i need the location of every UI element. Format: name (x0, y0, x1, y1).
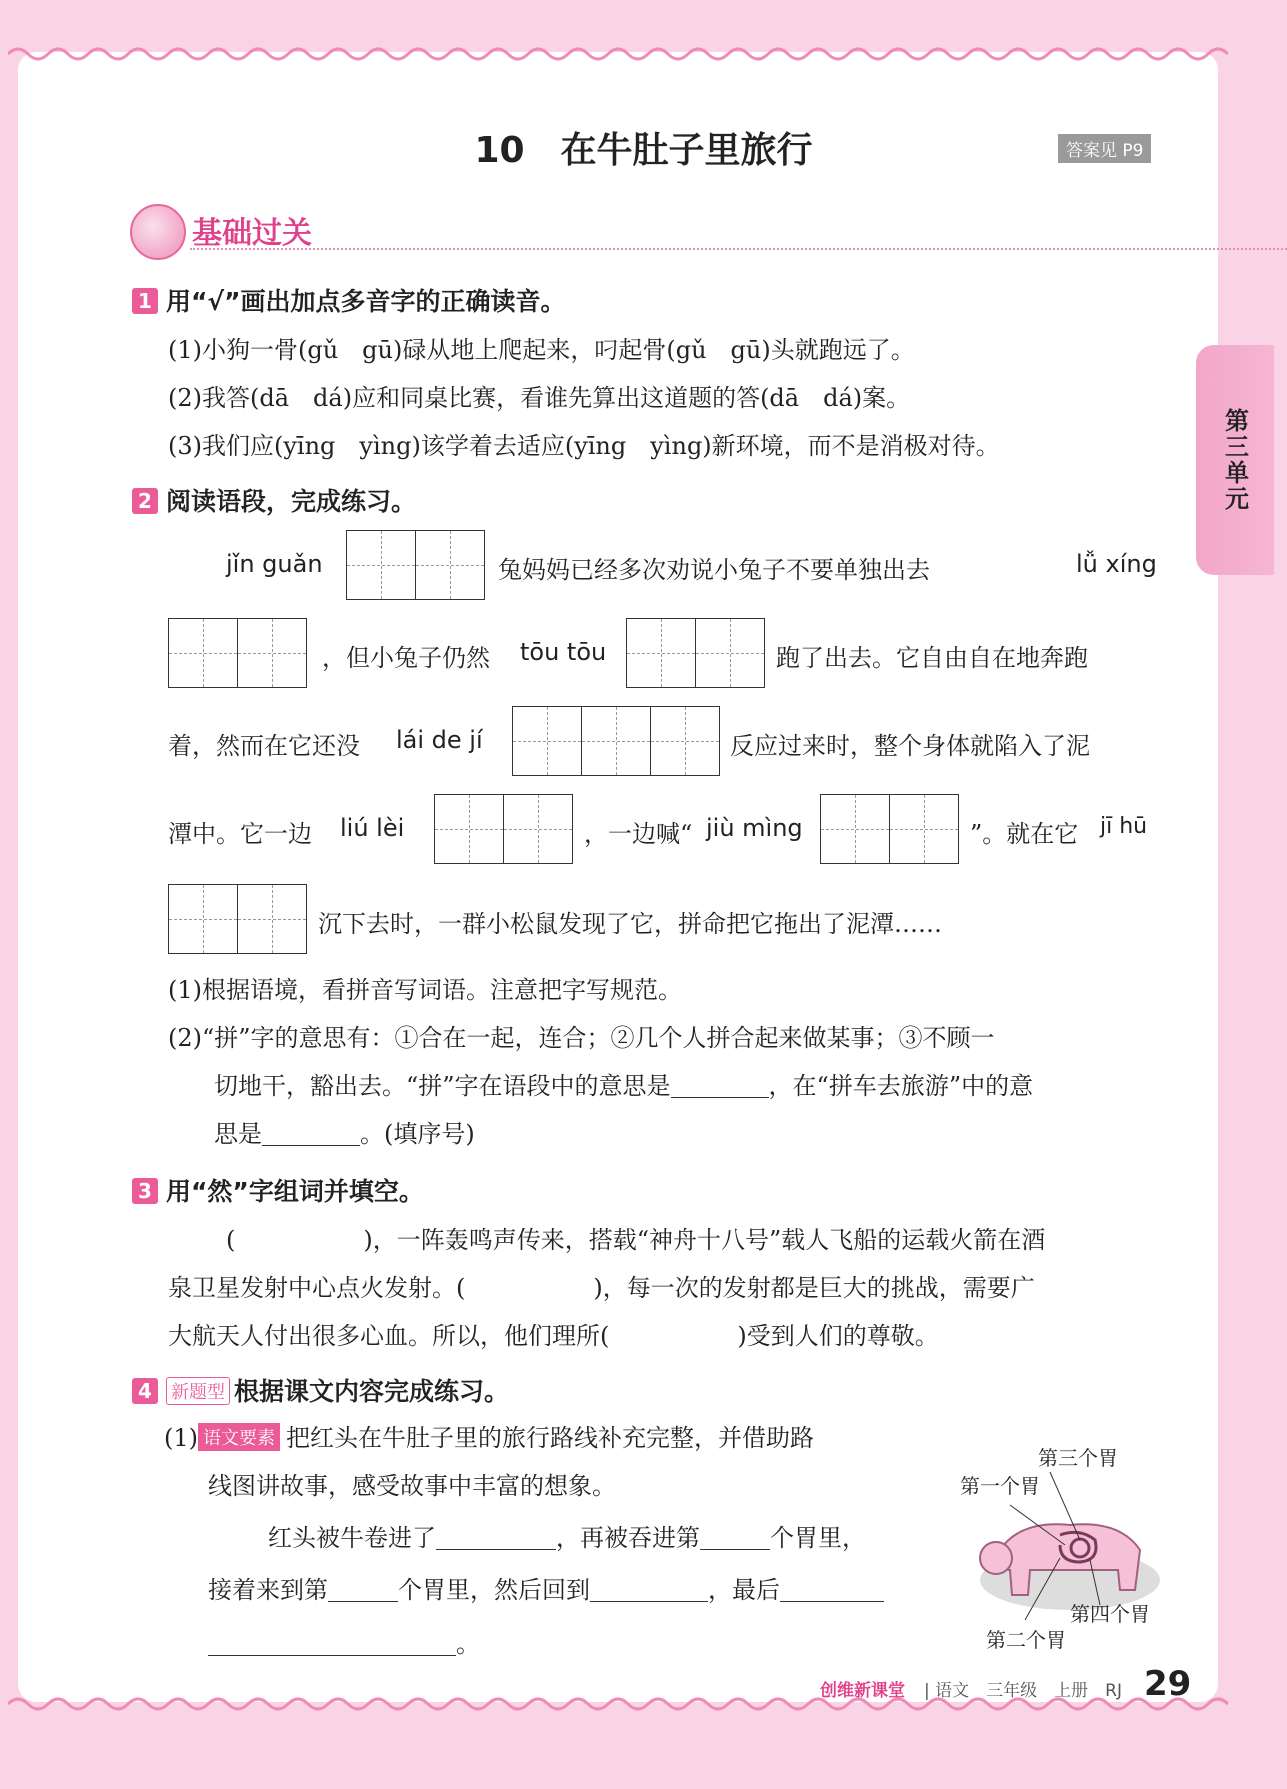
q3-text-3: )，每一次的发射都是巨大的挑战，需要广 (593, 1274, 1035, 1302)
footer-brand: 创维新课堂 (820, 1681, 905, 1701)
q3-line-1 (226, 1220, 1045, 1255)
q4-prompt: 根据课文内容完成练习。 (234, 1377, 510, 1406)
q2-sub2-line2 (214, 1066, 1033, 1101)
q3-heading (132, 1172, 424, 1208)
q4-fill-line3 (208, 1624, 480, 1659)
q3-text-2: 泉卫星发射中心点火发射。( (168, 1274, 466, 1302)
q4-fill-text1: 红头被牛卷进了 (268, 1524, 436, 1552)
label-third-stomach: 第三个胃 (1038, 1446, 1118, 1470)
q3-text-5: )受到人们的尊敬。 (737, 1322, 939, 1350)
q4-fill-line2 (208, 1570, 884, 1605)
route-blank-1[interactable] (436, 1527, 556, 1550)
q2-row4-text1: 潭中。它一边 (168, 820, 312, 848)
q4-sub1-line1 (164, 1418, 814, 1453)
q2-sub2-text4: 。(填序号) (360, 1120, 475, 1148)
wavy-border-top (8, 44, 1228, 64)
q4-heading (132, 1372, 509, 1408)
route-blank-3[interactable] (328, 1579, 398, 1602)
pinyin-tou-tou: tōu tōu (520, 638, 607, 666)
q2-sub2-text2: ，在“拼车去旅游”中的意 (768, 1072, 1034, 1100)
page-title: 10 在牛肚子里旅行 (474, 130, 813, 171)
q2-sub1: (1)根据语境，看拼音写词语。注意把字写规范。 (168, 976, 682, 1004)
pinyin-liu-lei: liú lèi (340, 814, 405, 842)
writing-grid-2[interactable] (168, 618, 307, 688)
q4-fill-line1 (268, 1518, 866, 1553)
q3-prompt: 用“然”字组词并填空。 (166, 1177, 424, 1206)
pinyin-jin-guan: jǐn guǎn (226, 550, 323, 578)
q1-number: 1 (132, 288, 158, 314)
writing-grid-4[interactable] (512, 706, 720, 776)
section-title: 基础过关 (192, 216, 312, 251)
writing-grid-3[interactable] (626, 618, 765, 688)
pinyin-lv-xing: lǚ xíng (1076, 550, 1157, 578)
pinyin-lai-de-ji: lái de jí (396, 726, 483, 754)
q2-prompt: 阅读语段，完成练习。 (166, 487, 417, 516)
answer-badge: 答案见 P9 (1058, 134, 1151, 163)
route-blank-4[interactable] (590, 1579, 708, 1602)
q4-fill-text2: ，再被吞进第 (556, 1524, 700, 1552)
pinyin-jiu-ming: jiù mìng (706, 814, 803, 842)
writing-grid-1[interactable] (346, 530, 485, 600)
q2-row1-text: 兔妈妈已经多次劝说小兔子不要单独出去 (498, 556, 930, 584)
q1-item-1[interactable]: (1)小狗一骨(gǔ gū)碌从地上爬起来，叼起骨(gǔ gū)头就跑远了。 (168, 336, 915, 364)
unit-tab[interactable]: 第三单元 (1196, 345, 1274, 575)
q2-heading (132, 482, 416, 518)
answer-blank-meaning-1[interactable] (671, 1075, 769, 1098)
answer-blank-meaning-2[interactable] (262, 1123, 360, 1146)
q4-sub1-text: 把红头在牛肚子里的旅行路线补充完整，并借助路 (286, 1424, 814, 1452)
q4-fill-text4: 接着来到第 (208, 1576, 328, 1604)
q3-line-3 (168, 1316, 939, 1351)
section-header (130, 204, 1170, 250)
q3-number: 3 (132, 1178, 158, 1204)
writing-grid-7[interactable] (168, 884, 307, 954)
q2-sub2-text1: 切地干，豁出去。“拼”字在语段中的意思是 (214, 1072, 671, 1100)
footer-book-info: | 语文 三年级 上册 RJ (924, 1681, 1122, 1701)
new-type-tag: 新题型 (166, 1377, 230, 1405)
q1-heading (132, 282, 566, 318)
q4-fill-text3: 个胃里， (770, 1524, 866, 1552)
q4-fill-text6: ，最后 (708, 1576, 780, 1604)
q3-line-2 (168, 1268, 1035, 1303)
page-number: 29 (1144, 1664, 1192, 1704)
label-fourth-stomach: 第四个胃 (1070, 1602, 1150, 1626)
q4-sub1-number: (1) (164, 1424, 198, 1452)
q2-row2-text1: ，但小兔子仍然 (322, 644, 490, 672)
q2-number: 2 (132, 488, 158, 514)
q4-fill-text5: 个胃里，然后回到 (398, 1576, 590, 1604)
q2-sub2-text3: 思是 (214, 1120, 262, 1148)
pinyin-ji-hu: jī hū (1100, 814, 1148, 839)
section-mascot-icon (130, 204, 186, 260)
writing-grid-6[interactable] (820, 794, 959, 864)
q4-sub1-line2: 线图讲故事，感受故事中丰富的想象。 (208, 1472, 616, 1500)
route-blank-2[interactable] (700, 1527, 770, 1550)
q2-row3-text1: 着，然而在它还没 (168, 732, 360, 760)
q2-row3-text2: 反应过来时，整个身体就陷入了泥 (730, 732, 1090, 760)
q4-fill-end: 。 (456, 1630, 480, 1658)
route-blank-6[interactable] (208, 1633, 456, 1656)
q2-sub2-line3 (214, 1114, 475, 1149)
q1-item-3[interactable]: (3)我们应(yīng yìng)该学着去适应(yīng yìng)新环境，而不是消极对待。 (168, 432, 1000, 460)
label-second-stomach: 第二个胃 (986, 1628, 1066, 1652)
q4-number: 4 (132, 1378, 158, 1404)
paren-open-1: ( (226, 1226, 236, 1254)
q1-prompt: 用“√”画出加点多音字的正确读音。 (166, 287, 566, 316)
section-divider (190, 248, 1287, 250)
q1-item-2[interactable]: (2)我答(dā dá)应和同桌比赛，看谁先算出这道题的答(dā dá)案。 (168, 384, 911, 412)
q2-row4-text2: ，一边喊“ (584, 820, 693, 848)
writing-grid-5[interactable] (434, 794, 573, 864)
q2-row4-text3: ”。就在它 (970, 820, 1079, 848)
q2-row2-text2: 跑了出去。它自由自在地奔跑 (776, 644, 1088, 672)
q2-sub2-line1: (2)“拼”字的意思有：①合在一起，连合；②几个人拼合起来做某事；③不顾一 (168, 1024, 995, 1052)
q3-text-1: )，一阵轰鸣声传来，搭载“神舟十八号”载人飞船的运载火箭在酒 (363, 1226, 1046, 1254)
q2-row5-text: 沉下去时，一群小松鼠发现了它，拼命把它拖出了泥潭…… (318, 910, 942, 938)
q3-text-4: 大航天人付出很多心血。所以，他们理所( (168, 1322, 610, 1350)
route-blank-5[interactable] (780, 1579, 884, 1602)
language-element-tag: 语文要素 (198, 1423, 280, 1451)
label-first-stomach: 第一个胃 (960, 1474, 1040, 1498)
